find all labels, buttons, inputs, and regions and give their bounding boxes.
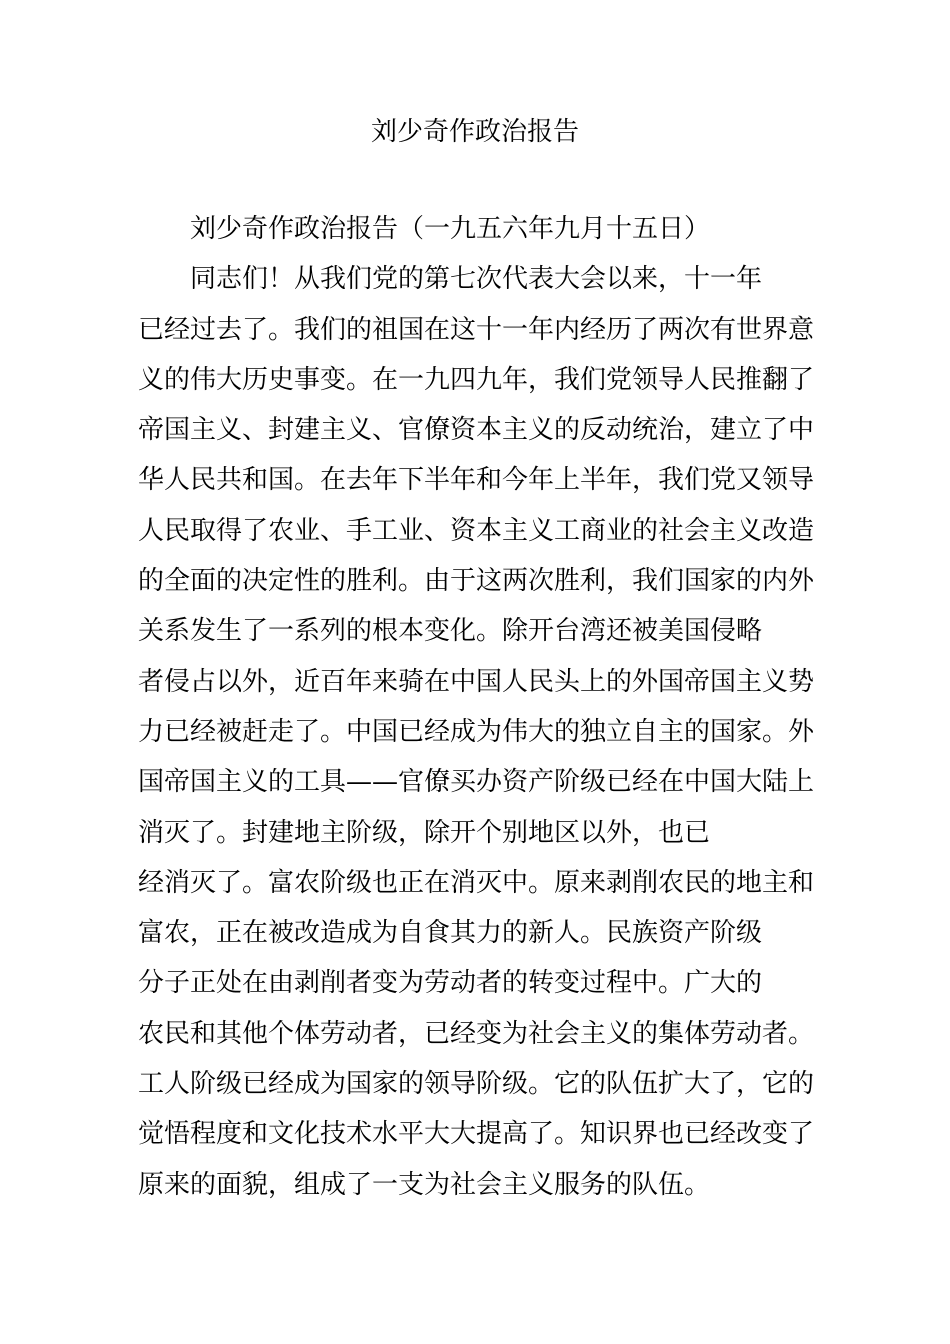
text-line: 关系发生了一系列的根本变化。除开台湾还被美国侵略 <box>138 616 763 647</box>
document-title: 刘少奇作政治报告 <box>370 117 579 147</box>
text-line: 国帝国主义的工具——官僚买办资产阶级已经在中国大陆上 <box>138 767 815 798</box>
paragraph-first-line: 同志们！从我们党的第七次代表大会以来，十一年 <box>190 264 763 295</box>
document-body <box>138 204 828 1210</box>
text-line: 者侵占以外，近百年来骑在中国人民头上的外国帝国主义势 <box>138 666 815 697</box>
text-line: 消灭了。封建地主阶级，除开个别地区以外，也已 <box>138 817 711 848</box>
text-line: 工人阶级已经成为国家的领导阶级。它的队伍扩大了，它的 <box>138 1069 815 1100</box>
text-line: 华人民共和国。在去年下半年和今年上半年，我们党又领导 <box>138 465 815 496</box>
text-line: 富农，正在被改造成为自食其力的新人。民族资产阶级 <box>138 918 763 949</box>
text-line: 帝国主义、封建主义、官僚资本主义的反动统治，建立了中 <box>138 415 815 446</box>
text-line: 原来的面貌，组成了一支为社会主义服务的队伍。 <box>138 1169 711 1200</box>
text-line: 力已经被赶走了。中国已经成为伟大的独立自主的国家。外 <box>138 716 815 747</box>
text-line: 分子正处在由剥削者变为劳动者的转变过程中。广大的 <box>138 968 763 999</box>
text-line: 已经过去了。我们的祖国在这十一年内经历了两次有世界意 <box>138 314 815 345</box>
text-line: 义的伟大历史事变。在一九四九年，我们党领导人民推翻了 <box>138 364 815 395</box>
text-line: 觉悟程度和文化技术水平大大提高了。知识界也已经改变了 <box>138 1119 815 1150</box>
paragraph-first-line: 刘少奇作政治报告（一九五六年九月十五日） <box>190 214 711 244</box>
text-line: 人民取得了农业、手工业、资本主义工商业的社会主义改造 <box>138 515 815 546</box>
text-line: 农民和其他个体劳动者，已经变为社会主义的集体劳动者。 <box>138 1018 815 1049</box>
text-line: 的全面的决定性的胜利。由于这两次胜利，我们国家的内外 <box>138 566 815 597</box>
text-line: 经消灭了。富农阶级也正在消灭中。原来剥削农民的地主和 <box>138 867 815 898</box>
